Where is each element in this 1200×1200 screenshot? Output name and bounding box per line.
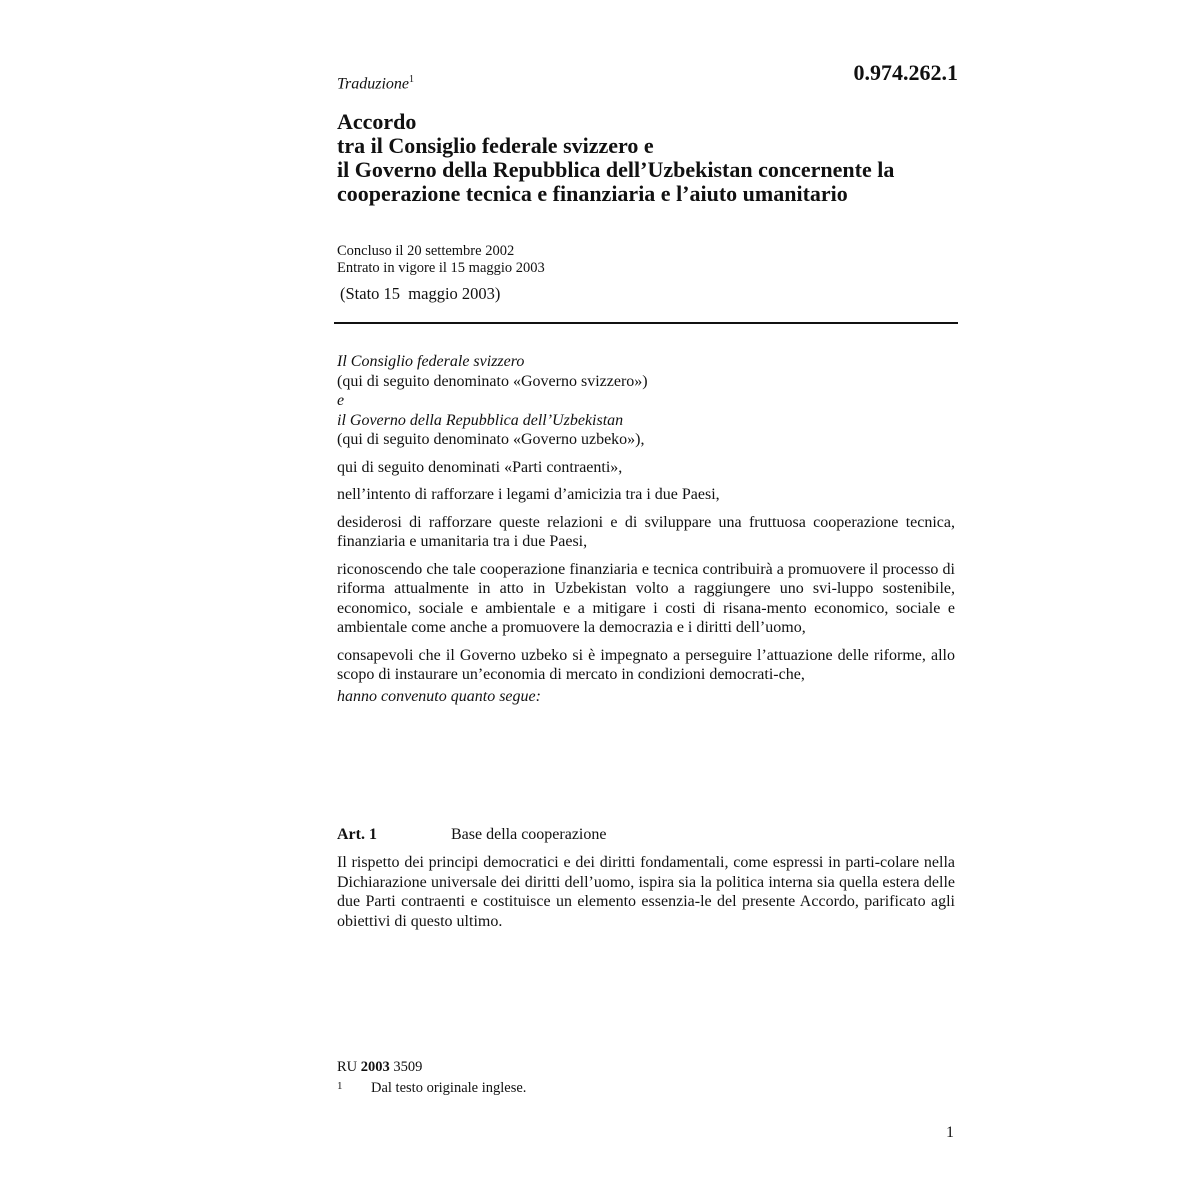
party-1: Il Consiglio federale svizzero bbox=[337, 353, 525, 370]
article-1-heading bbox=[337, 826, 606, 844]
ru-year: 2003 bbox=[360, 1059, 390, 1075]
page-number: 1 bbox=[946, 1124, 954, 1141]
entry-into-force-date: Entrato in vigore il 15 maggio 2003 bbox=[337, 260, 545, 276]
article-title: Base della cooperazione bbox=[451, 826, 607, 843]
ru-prefix: RU bbox=[337, 1059, 358, 1075]
header-divider bbox=[334, 322, 958, 324]
footnote-text: Dal testo originale inglese. bbox=[371, 1080, 527, 1096]
concluded-date: Concluso il 20 settembre 2002 bbox=[337, 243, 515, 259]
conjunction: e bbox=[337, 392, 345, 409]
ru-page: 3509 bbox=[393, 1059, 423, 1075]
party-2: il Governo della Repubblica dell’Uzbekistan bbox=[337, 411, 624, 429]
title-line-4: cooperazione tecnica e finanziaria e l’aiuto umanitario bbox=[337, 181, 848, 206]
dates-block bbox=[337, 243, 545, 277]
preamble-paragraph-3: desiderosi di rafforzare queste relazioni e di sviluppare una fruttuosa cooperazione tecnica, finanziaria e umanitaria tra i due Paesi, bbox=[337, 513, 955, 550]
preamble bbox=[337, 352, 955, 706]
article-number: Art. 1 bbox=[337, 826, 377, 843]
party-2-alias: (qui di seguito denominato «Governo uzbeko»), bbox=[337, 431, 645, 448]
document-title bbox=[337, 110, 967, 206]
preamble-closing: hanno convenuto quanto segue: bbox=[337, 687, 541, 705]
preamble-paragraph-4: riconoscendo che tale cooperazione finanziaria e tecnica contribuirà a promuovere il processo di riforma attualmente in atto in Uzbekistan volto a raggiungere uno svi-luppo sostenibile, economico, sociale e ambientale e a mitigare i costi di risana-mento economico, sociale e ambientale come anche a promuovere la democrazia e i diritti dell’uomo, bbox=[337, 560, 955, 636]
title-line-1: Accordo bbox=[337, 109, 417, 134]
preamble-paragraph-5: consapevoli che il Governo uzbeko si è impegnato a perseguire l’attuazione delle riforme, allo scopo di instaurare un’economia di mercato in condizioni democrati-che, bbox=[337, 646, 955, 683]
sr-number: 0.974.262.1 bbox=[853, 60, 958, 85]
footnote-marker: 1 bbox=[409, 74, 415, 85]
footnote-number: 1 bbox=[337, 1080, 343, 1092]
official-compilation-reference bbox=[337, 1059, 422, 1076]
translation-note bbox=[337, 74, 414, 93]
party-1-alias: (qui di seguito denominato «Governo svizzero») bbox=[337, 372, 648, 390]
title-line-2: tra il Consiglio federale svizzero e bbox=[337, 133, 654, 158]
preamble-paragraph-2: nell’intento di rafforzare i legami d’amicizia tra i due Paesi, bbox=[337, 486, 720, 503]
parties-block bbox=[337, 352, 955, 450]
preamble-paragraph-1: qui di seguito denominati «Parti contraenti», bbox=[337, 458, 623, 476]
article-1-body: Il rispetto dei principi democratici e dei diritti fondamentali, come espressi in parti-colare nella Dichiarazione universale dei diritti dell’uomo, ispira sia la politica interna sia quella estera delle due Parti contraenti e costituisce un elemento essenzia-le del presente Accordo, parificato agli obiettivi di questo ultimo. bbox=[337, 854, 955, 930]
footnote bbox=[337, 1080, 526, 1097]
status-date: (Stato 15 maggio 2003) bbox=[340, 284, 501, 303]
title-line-3: il Governo della Repubblica dell’Uzbekistan concernente la bbox=[337, 157, 895, 182]
translation-label: Traduzione bbox=[337, 75, 410, 93]
